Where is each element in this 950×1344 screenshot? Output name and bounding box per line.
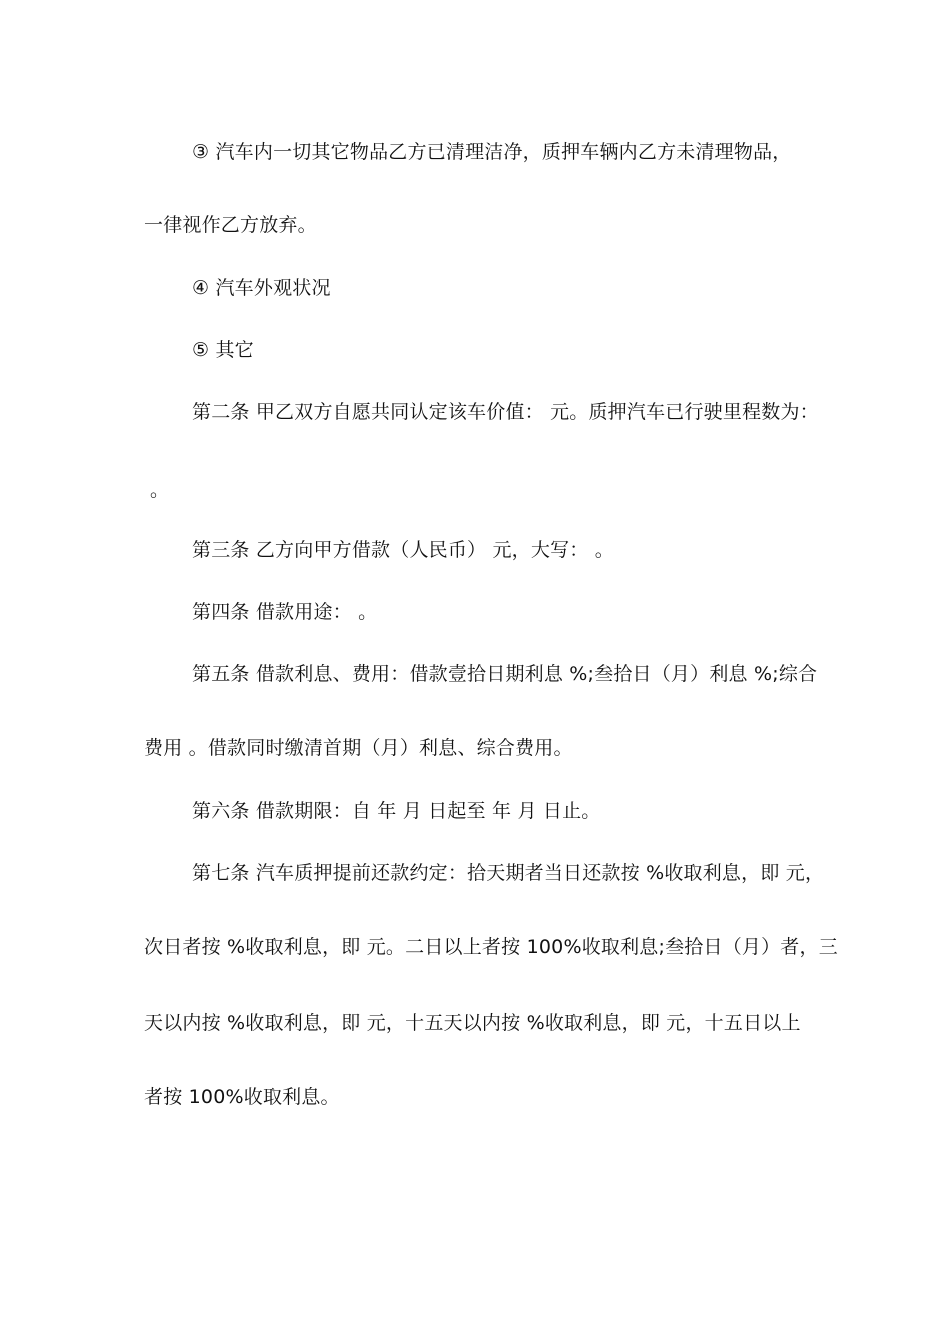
article-5-line-2: 费用 。借款同时缴清首期（月）利息、综合费用。: [144, 737, 573, 759]
clause-item-3-line-2: 一律视作乙方放弃。: [144, 214, 317, 236]
article-4: 第四条 借款用途： 。: [192, 601, 378, 623]
article-7-line-2: 次日者按 %收取利息，即 元。二日以上者按 100%收取利息;叁拾日（月）者，三: [144, 936, 838, 958]
article-2-line-2: 。: [150, 479, 170, 501]
clause-item-4: ④ 汽车外观状况: [192, 277, 331, 299]
article-3: 第三条 乙方向甲方借款（人民币） 元，大写： 。: [192, 539, 614, 561]
article-2-line-1: 第二条 甲乙双方自愿共同认定该车价值： 元。质押汽车已行驶里程数为：: [192, 401, 819, 423]
article-6: 第六条 借款期限：自 年 月 日起至 年 月 日止。: [192, 800, 601, 822]
article-7-line-3: 天以内按 %收取利息，即 元，十五天以内按 %收取利息，即 元，十五日以上: [144, 1012, 801, 1034]
article-5-line-1: 第五条 借款利息、费用：借款壹拾日期利息 %;叁拾日（月）利息 %;综合: [192, 663, 818, 685]
article-7-line-4: 者按 100%收取利息。: [144, 1086, 340, 1108]
article-7-line-1: 第七条 汽车质押提前还款约定：拾天期者当日还款按 %收取利息，即 元，: [192, 862, 825, 884]
clause-item-5: ⑤ 其它: [192, 339, 254, 361]
clause-item-3-line-1: ③ 汽车内一切其它物品乙方已清理洁净，质押车辆内乙方未清理物品，: [192, 141, 792, 163]
